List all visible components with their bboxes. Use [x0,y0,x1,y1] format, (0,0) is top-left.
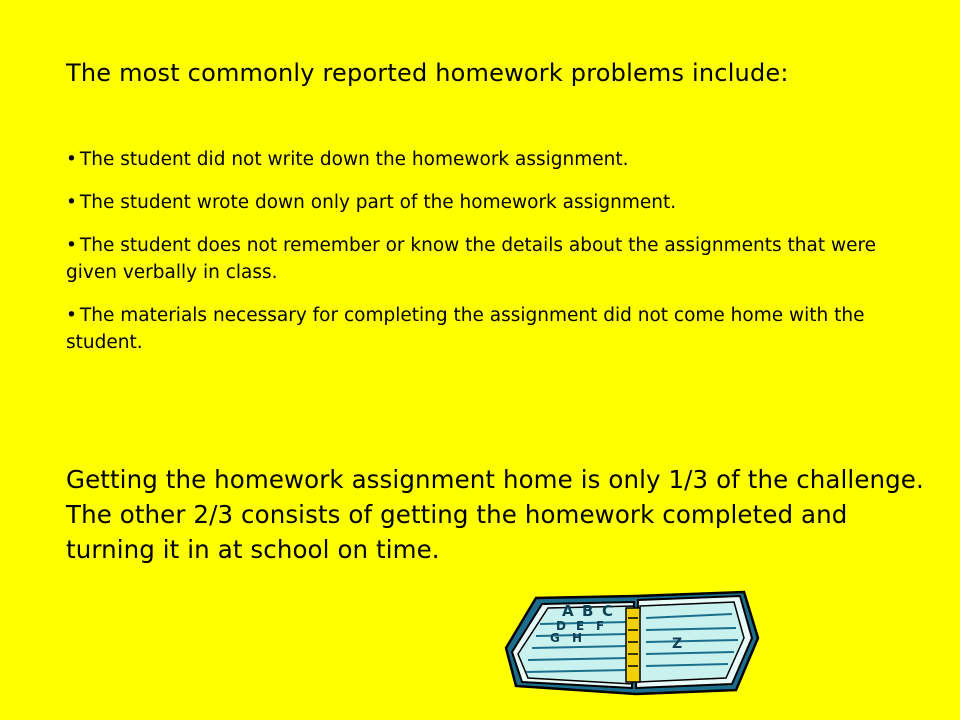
page-letter: C [602,602,614,620]
bullet-marker: • [66,235,77,256]
bullet-item [66,189,886,216]
bullet-item [66,232,886,286]
bullet-item [66,146,886,173]
bullet-text: The student wrote down only part of the homework assignment. [79,192,677,213]
bullet-text: The student does not remember or know the details about the assignments that were given verbally in class. [66,235,877,283]
page-letter: H [572,631,583,645]
bullet-marker: • [66,192,77,213]
slide-heading: The most commonly reported homework problems include: [66,59,789,87]
book-spine [626,608,640,682]
page-letter-right: Z [672,636,683,652]
page-letter: F [596,619,605,633]
open-book-icon [496,578,768,698]
bullet-list [66,146,886,372]
page-letter: A [562,602,574,620]
bullet-marker: • [66,149,77,170]
page-letter: B [582,602,594,620]
page-letter: G [550,631,560,645]
page-letter: E [576,619,585,633]
bullet-item [66,302,886,356]
bullet-marker: • [66,305,77,326]
bullet-text: The student did not write down the homework assignment. [79,149,629,170]
closing-statement: Getting the homework assignment home is only 1/3 of the challenge. The other 2/3 consists of getting the homework completed and turning it in at school on time. [66,465,924,564]
bullet-text: The materials necessary for completing the assignment did not come home with the student. [66,305,865,353]
page-letter: D [556,619,566,633]
